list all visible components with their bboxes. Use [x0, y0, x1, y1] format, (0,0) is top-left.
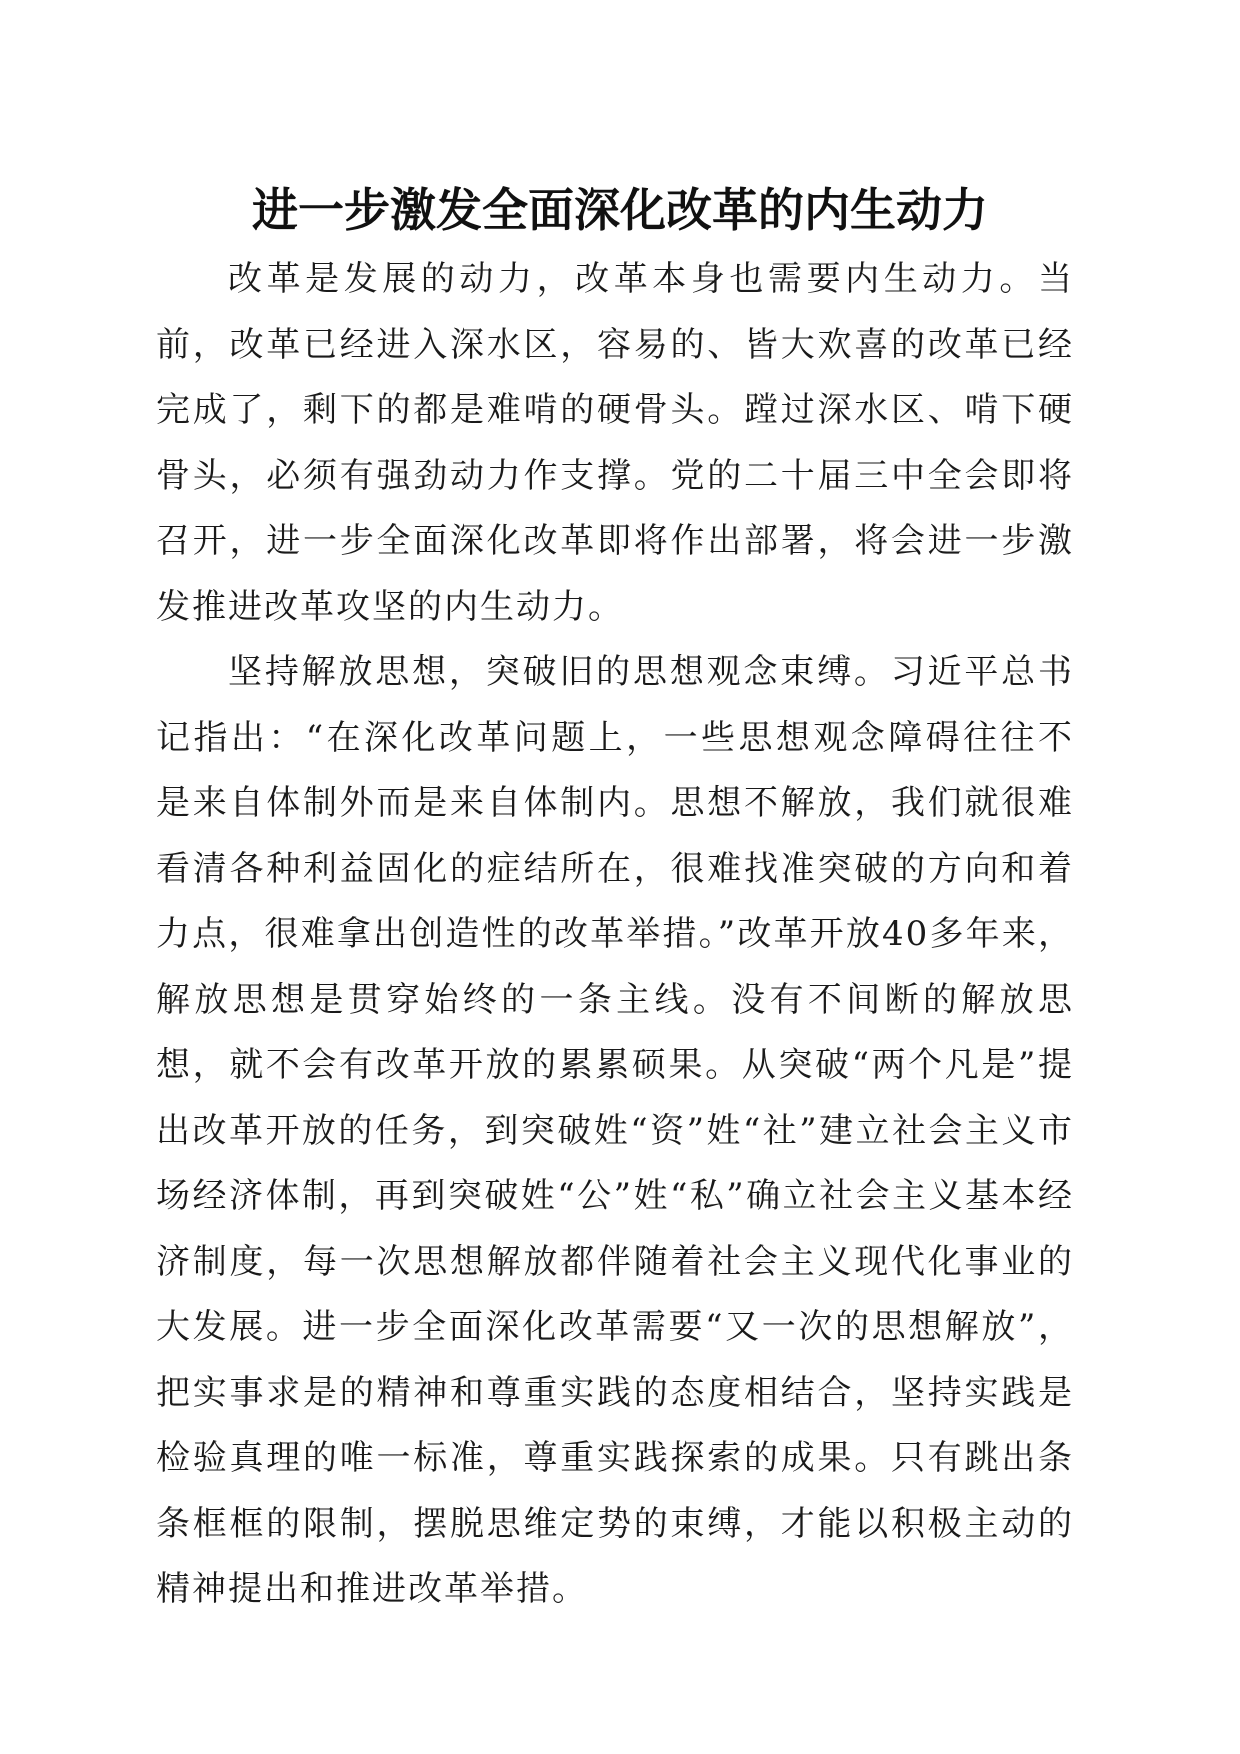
page-title: 进一步激发全面深化改革的内生动力 [252, 183, 988, 237]
paragraph-emancipate-mind: 坚持解放思想，突破旧的思想观念束缚。习近平总书记指出：“在深化改革问题上，一些思想观念障碍往往不是来自体制外而是来自体制内。思想不解放，我们就很难看清各种利益固化的症结所在，很难找准突破的方向和着力点，很难拿出创造性的改革举措。”改革开放40多年来，解放思想是贯穿始终的一条主线。没有不间断的解放思想，就不会有改革开放的累累硕果。从突破“两个凡是”提出改革开放的任务，到突破姓“资”姓“社”建立社会主义市场经济体制，再到突破姓“公”姓“私”确立社会主义基本经济制度，每一次思想解放都伴随着社会主义现代化事业的大发展。进一步全面深化改革需要“又一次的思想解放”，把实事求是的精神和尊重实践的态度相结合，坚持实践是检验真理的唯一标准，尊重实践探索的成果。只有跳出条条框框的限制，摆脱思维定势的束缚，才能以积极主动的精神提出和推进改革举措。 [156, 652, 1074, 1609]
paragraph-intro: 改革是发展的动力，改革本身也需要内生动力。当前，改革已经进入深水区，容易的、皆大欢喜的改革已经完成了，剩下的都是难啃的硬骨头。蹚过深水区、啃下硬骨头，必须有强劲动力作支撑。党的二十届三中全会即将召开，进一步全面深化改革即将作出部署，将会进一步激发推进改革攻坚的内生动力。 [156, 259, 1074, 627]
document-body [156, 247, 1074, 1623]
